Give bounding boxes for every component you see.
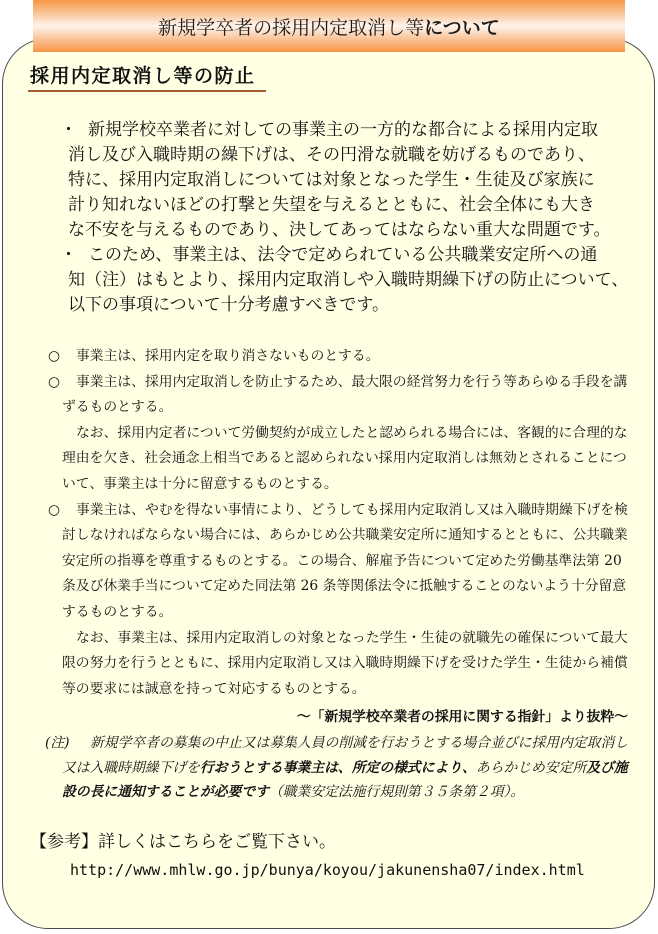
bullet-line [0, 118, 658, 143]
guideline-line: 安定所の指導を尊重するものとする。この場合、解雇予告について定めた労働基準法第 20 [62, 552, 622, 569]
guideline-supplement-line: 限の努力を行うとともに、採用内定取消し又は入職時期繰下げを受けた学生・生徒から補償 [62, 655, 628, 672]
bullet-marker: ・ [60, 245, 77, 265]
bullet-line: 消し及び入職時期の繰下げは、その円滑な就職を妨げるものであり、 [68, 145, 595, 165]
banner-title: 新規学卒者の採用内定取消し等 [158, 16, 425, 39]
guideline-line [0, 344, 658, 370]
guideline-supplement-line: なお、採用内定者について労働契約が成立したと認められる場合には、客観的に合理的な [76, 424, 628, 441]
guideline-marker: ○ [48, 373, 61, 390]
footnote-text-bold: 及び施 [586, 759, 628, 776]
guideline-supplement-line: いて、事業主は十分に留意するものとする。 [62, 475, 338, 492]
bullet-line [0, 243, 658, 268]
bullet-line: な不安を与えるものであり、決してあってはならない重大な問題です。 [68, 220, 611, 240]
section-heading-underline [28, 90, 266, 92]
guideline-line: するものとする。 [62, 603, 173, 620]
guideline-supplement-line: 理由を欠き、社会通念上相当であると認められない採用内定取消しは無効とされることにつ [62, 450, 627, 467]
guideline-list [0, 344, 658, 702]
guideline-marker: ○ [48, 348, 61, 364]
guideline-text: 事業主は、採用内定取消しを防止するため、最大限の経営努力を行う等あらゆる手段を講 [76, 373, 628, 390]
guideline-line: ずるものとする。 [62, 399, 173, 416]
guideline-text: 事業主は、採用内定を取り消さないものとする。 [76, 348, 380, 364]
footnote-line [0, 756, 658, 781]
guideline-supplement-line: 等の要求には誠意を持って対応するものとする。 [62, 680, 366, 697]
section-heading: 採用内定取消し等の防止 [30, 65, 256, 87]
banner-title-emphasis: について [424, 16, 500, 39]
footnote-text: あらかじめ安定所 [475, 759, 587, 776]
footnote-line [0, 780, 658, 805]
guideline-line [0, 498, 658, 524]
bullet-list [0, 118, 658, 318]
guideline-line [0, 370, 658, 396]
bullet-text: 新規学校卒業者に対しての事業主の一方的な都合による採用内定取 [88, 120, 598, 140]
source-citation: ～「新規学校卒業者の採用に関する指針」より抜粋～ [296, 709, 628, 725]
bullet-marker: ・ [60, 120, 77, 140]
footnote-text: 新規学卒者の募集の中止又は募集人員の削減を行おうとする場合並びに採用内定取消し [90, 735, 629, 751]
guideline-supplement-line: なお、事業主は、採用内定取消しの対象となった学生・生徒の就職先の確保について最大 [76, 629, 628, 646]
footnote-line [0, 731, 658, 756]
bullet-line: 特に、採用内定取消しについては対象となった学生・生徒及び家族に [68, 170, 595, 190]
bullet-line: 知（注）はもとより、採用内定取消しや入職時期繰下げの防止について、 [68, 270, 629, 290]
footnote-text-bold: 行おうとする事業主は、所定の様式により、 [199, 759, 476, 776]
guideline-line: 条及び休業手当について定めた同法第 26 条等関係法令に抵触することのないよう十分留意 [62, 578, 627, 595]
footnote-text: 又は入職時期繰下げを [62, 759, 200, 776]
reference-url: http://www.mhlw.go.jp/bunya/koyou/jakunensha07/index.html [70, 861, 585, 879]
guideline-text: 事業主は、やむを得ない事情により、どうしても採用内定取消し又は入職時期繰下げを検 [76, 501, 628, 518]
guideline-marker: ○ [48, 501, 61, 518]
bullet-text: このため、事業主は、法令で定められている公共職業安定所への通 [88, 245, 598, 265]
bullet-line: 以下の事項について十分考慮すべきです。 [68, 295, 389, 315]
footnote [0, 731, 658, 805]
bullet-line: 計り知れないほどの打撃と失望を与えるとともに、社会全体にも大き [68, 195, 595, 215]
footnote-marker: (注) [45, 735, 70, 751]
guideline-line: 討しなければならない場合には、あらかじめ公共職業安定所に通知するとともに、公共職業 [62, 527, 628, 544]
title-banner [33, 0, 625, 52]
footnote-text-bold: 設の長に通知することが必要です [62, 784, 269, 800]
reference-label: 【参考】詳しくはこちらをご覧下さい。 [30, 832, 336, 852]
footnote-text: （職業安定法施行規則第３５条第２項）。 [268, 784, 525, 800]
